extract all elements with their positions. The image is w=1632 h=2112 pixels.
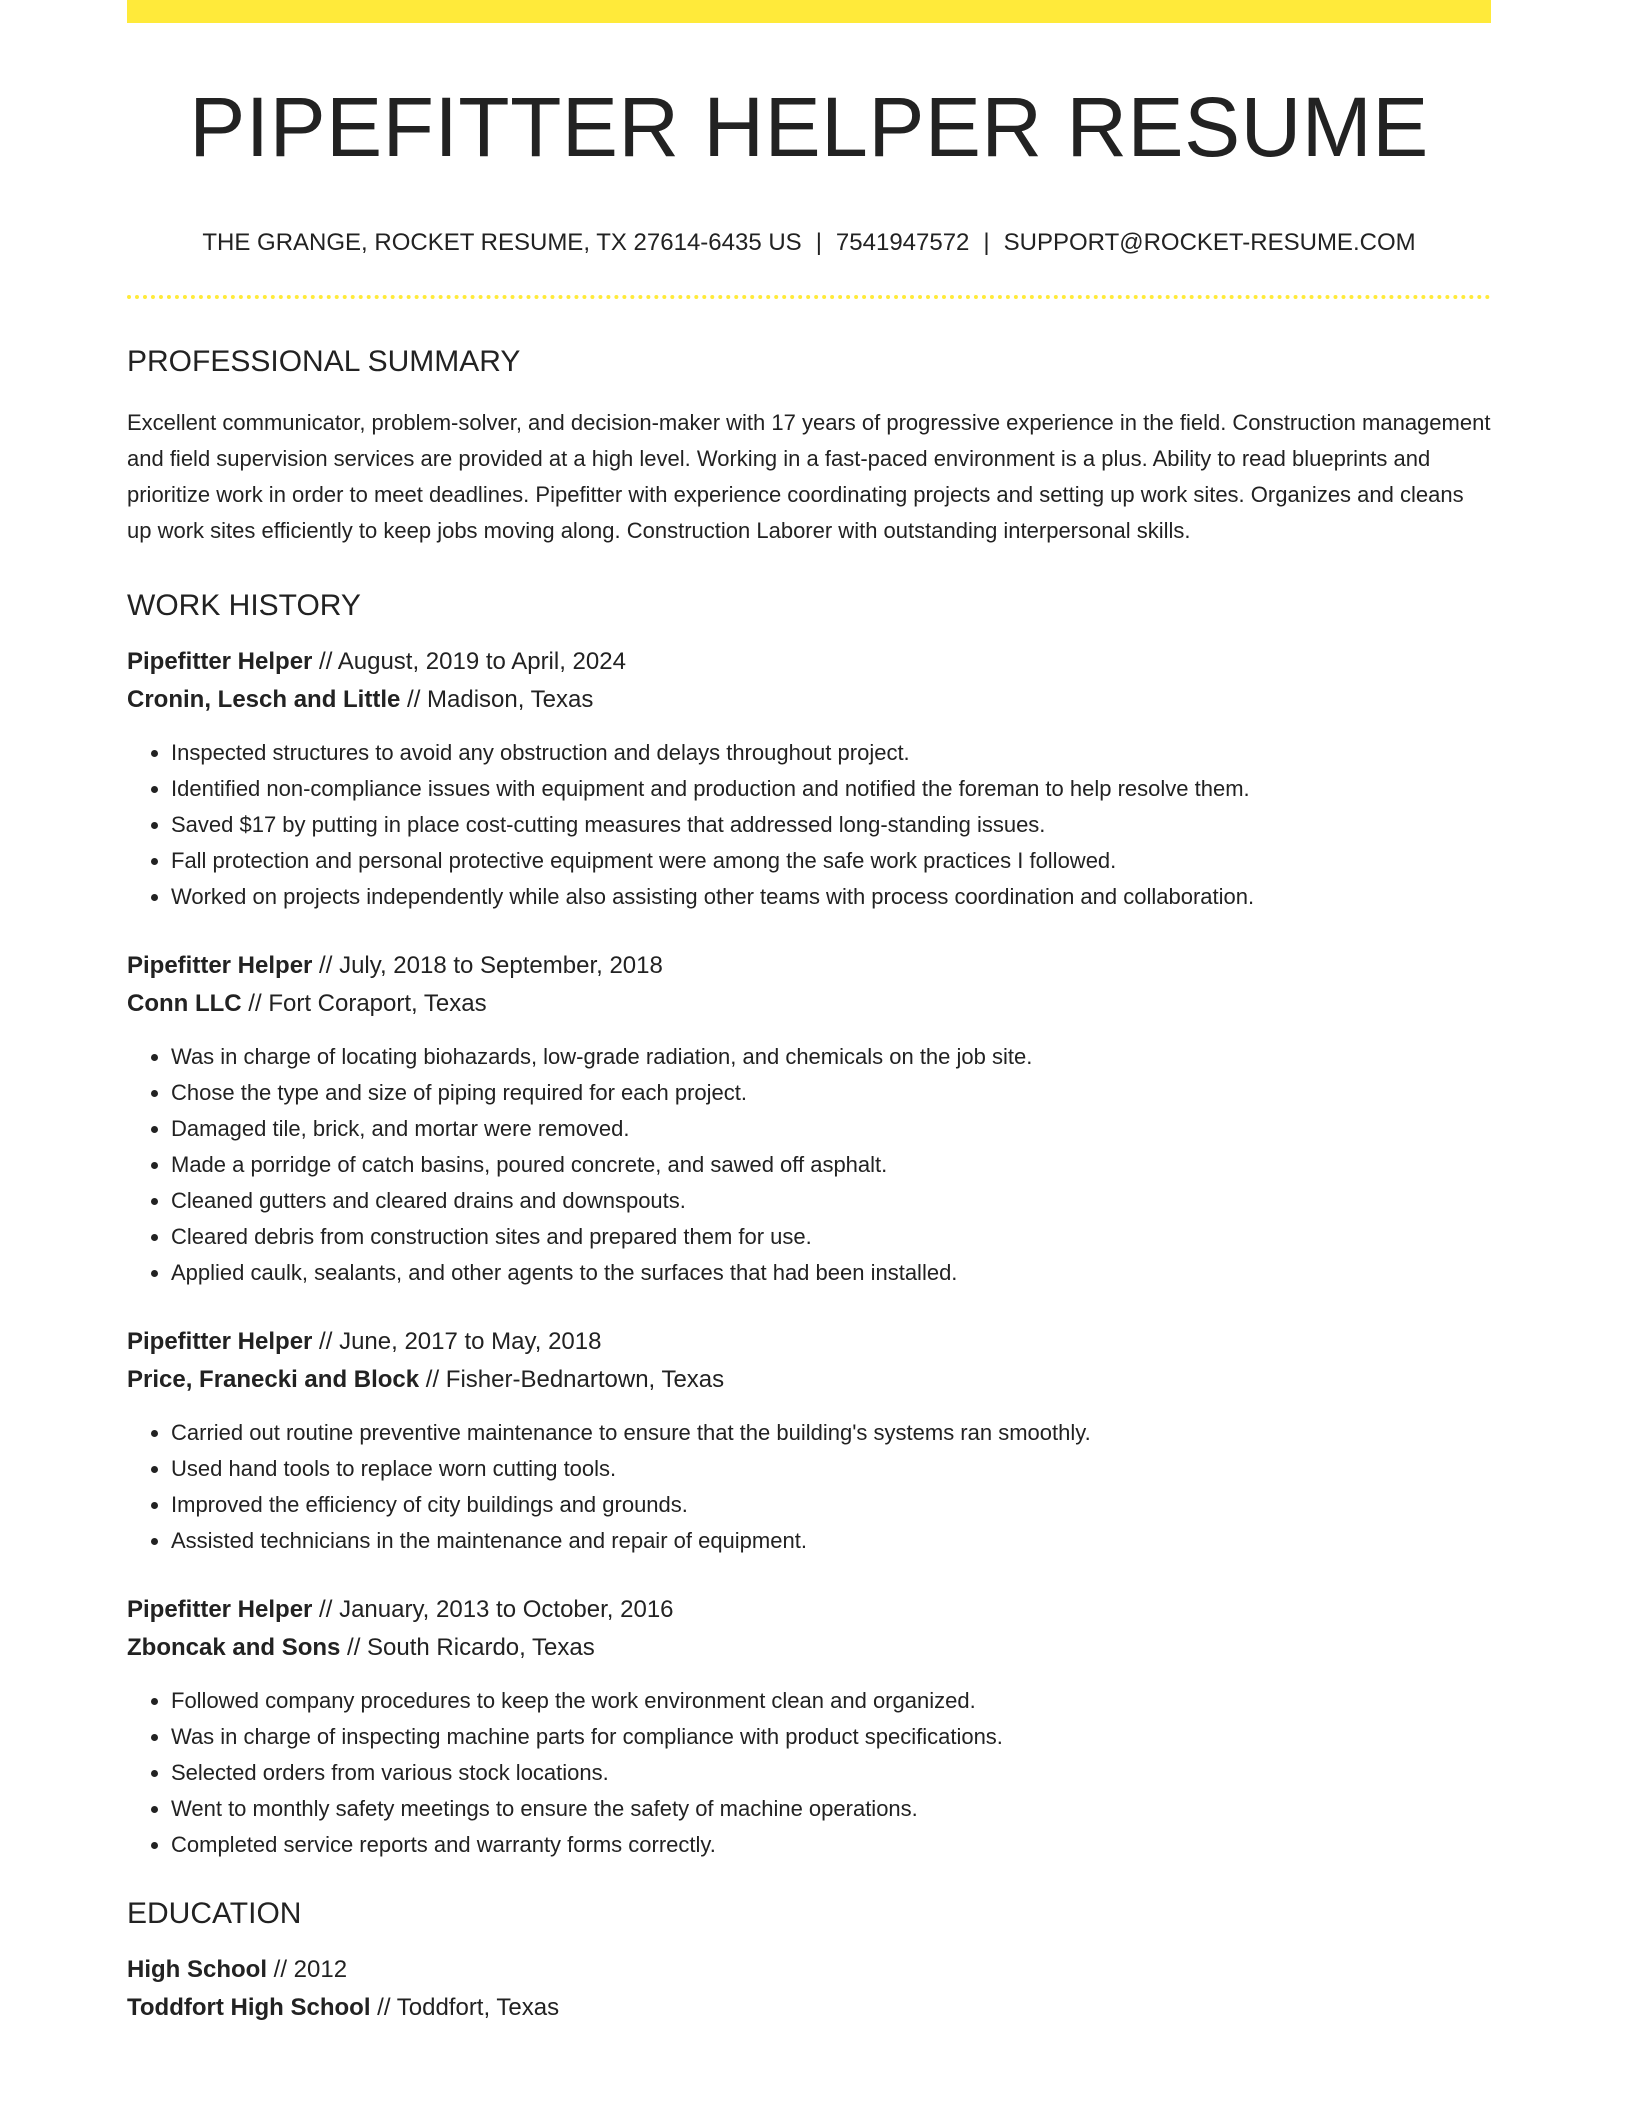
education-heading: EDUCATION [127, 1897, 302, 1930]
job-bullet: • Was in charge of inspecting machine parts for compliance with product specifications. [171, 1719, 1491, 1755]
job-bullet: • Chose the type and size of piping required for each project. [171, 1075, 1491, 1111]
job-bullets [127, 735, 1491, 915]
contact-separator: | [983, 229, 990, 256]
contact-line [127, 231, 1491, 255]
work-history-heading: WORK HISTORY [127, 589, 361, 622]
job-title: Pipefitter Helper [127, 1596, 313, 1623]
job-entry [127, 947, 1491, 1291]
contact-address: THE GRANGE, ROCKET RESUME, TX 27614-6435 US [202, 229, 802, 256]
job-bullet: • Improved the efficiency of city buildings and grounds. [171, 1487, 1491, 1523]
job-bullet: • Made a porridge of catch basins, poured concrete, and sawed off asphalt. [171, 1147, 1491, 1183]
job-dates: // July, 2018 to September, 2018 [312, 952, 663, 979]
job-dates: // January, 2013 to October, 2016 [312, 1596, 674, 1623]
job-bullet: • Applied caulk, sealants, and other agents to the surfaces that had been installed. [171, 1255, 1491, 1291]
job-bullet: • Assisted technicians in the maintenance and repair of equipment. [171, 1523, 1491, 1559]
job-bullet: • Was in charge of locating biohazards, low-grade radiation, and chemicals on the job site. [171, 1039, 1491, 1075]
job-bullets [127, 1039, 1491, 1291]
job-dates: // August, 2019 to April, 2024 [312, 648, 626, 675]
education-year: // 2012 [267, 1956, 348, 1983]
company-line [127, 681, 1491, 719]
job-bullet: • Inspected structures to avoid any obstruction and delays throughout project. [171, 735, 1491, 771]
job-title: Pipefitter Helper [127, 648, 313, 675]
contact-phone[interactable]: 7541947572 [835, 229, 970, 256]
job-bullets [127, 1415, 1491, 1559]
job-bullet: • Selected orders from various stock locations. [171, 1755, 1491, 1791]
job-bullet: • Completed service reports and warranty forms correctly. [171, 1827, 1491, 1863]
job-title-line [127, 1591, 1491, 1629]
job-bullet: • Damaged tile, brick, and mortar were removed. [171, 1111, 1491, 1147]
job-title-line [127, 947, 1491, 985]
job-bullets [127, 1683, 1491, 1863]
job-entry [127, 1591, 1491, 1863]
job-bullet: • Cleaned gutters and cleared drains and downspouts. [171, 1183, 1491, 1219]
degree: High School [127, 1956, 267, 1983]
school-line [127, 1989, 1491, 2027]
job-title: Pipefitter Helper [127, 1328, 313, 1355]
job-title: Pipefitter Helper [127, 952, 313, 979]
summary-text: Excellent communicator, problem-solver, and decision-maker with 17 years of progressive experience in the field. Construction management and field supervision services are provided at a high level. Working in a fast-paced environment is a plus. Ability to read blueprints and prioritize work in order to meet deadlines. Pipefitter with experience coordinating projects and setting up work sites. Organizes and cleans up work sites efficiently to keep jobs moving along. Construction Laborer with outstanding interpersonal skills. [127, 410, 1491, 543]
company-name: Price, Franecki and Block [127, 1366, 420, 1393]
company-name: Cronin, Lesch and Little [127, 686, 401, 713]
company-location: // Fort Coraport, Texas [241, 990, 487, 1017]
job-bullet: • Went to monthly safety meetings to ensure the safety of machine operations. [171, 1791, 1491, 1827]
contact-separator: | [815, 229, 822, 256]
job-dates: // June, 2017 to May, 2018 [312, 1328, 602, 1355]
job-bullet: • Carried out routine preventive maintenance to ensure that the building's systems ran smoothly. [171, 1415, 1491, 1451]
summary-heading: PROFESSIONAL SUMMARY [127, 345, 521, 378]
company-line [127, 985, 1491, 1023]
top-accent-bar [127, 0, 1491, 23]
company-name: Zboncak and Sons [127, 1634, 341, 1661]
job-bullet: • Saved $17 by putting in place cost-cutting measures that addressed long-standing issues. [171, 807, 1491, 843]
company-location: // South Ricardo, Texas [340, 1634, 595, 1661]
company-location: // Madison, Texas [400, 686, 594, 713]
school-name: Toddfort High School [127, 1994, 371, 2021]
company-location: // Fisher-Bednartown, Texas [419, 1366, 725, 1393]
resume-title: PIPEFITTER HELPER RESUME [189, 80, 1429, 174]
contact-email[interactable]: SUPPORT@ROCKET-RESUME.COM [1003, 229, 1416, 256]
education-entry [127, 1951, 1491, 2027]
job-entry [127, 1323, 1491, 1559]
degree-line [127, 1951, 1491, 1989]
job-bullet: • Used hand tools to replace worn cutting tools. [171, 1451, 1491, 1487]
school-location: // Toddfort, Texas [370, 1994, 560, 2021]
company-line [127, 1629, 1491, 1667]
company-name: Conn LLC [127, 990, 242, 1017]
job-bullet: • Worked on projects independently while also assisting other teams with process coordination and collaboration. [171, 879, 1491, 915]
job-bullet: • Fall protection and personal protective equipment were among the safe work practices I followed. [171, 843, 1491, 879]
company-line [127, 1361, 1491, 1399]
dotted-divider [127, 295, 1491, 299]
job-bullet: • Followed company procedures to keep the work environment clean and organized. [171, 1683, 1491, 1719]
job-bullet: • Cleared debris from construction sites and prepared them for use. [171, 1219, 1491, 1255]
job-title-line [127, 1323, 1491, 1361]
job-entry [127, 643, 1491, 915]
resume-page [127, 0, 1491, 2027]
job-bullet: • Identified non-compliance issues with equipment and production and notified the foreman to help resolve them. [171, 771, 1491, 807]
job-title-line [127, 643, 1491, 681]
